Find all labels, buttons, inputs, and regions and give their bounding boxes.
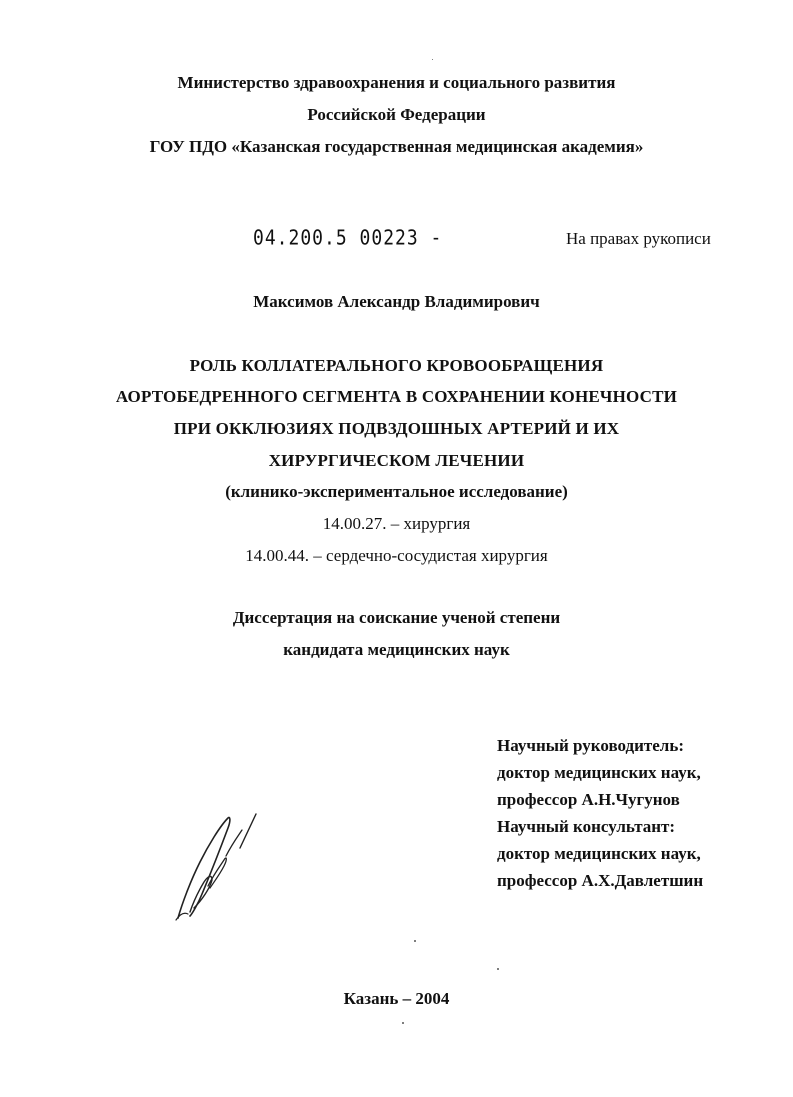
title-line-2: АОРТОБЕДРЕННОГО СЕГМЕНТА В СОХРАНЕНИИ КОНЕЧНОСТИ bbox=[115, 387, 678, 406]
advisor-line: Научный руководитель: bbox=[497, 736, 684, 755]
specialty-cardiovascular: 14.00.44. – сердечно-сосудистая хирургия bbox=[245, 546, 548, 565]
paper-speck bbox=[432, 59, 433, 60]
title-line-4: ХИРУРГИЧЕСКОМ ЛЕЧЕНИИ bbox=[268, 451, 525, 470]
advisor-line: доктор медицинских наук, bbox=[497, 844, 701, 863]
title-line-3: ПРИ ОККЛЮЗИЯХ ПОДВЗДОШНЫХ АРТЕРИЙ И ИХ bbox=[173, 419, 620, 438]
advisors-block bbox=[497, 736, 703, 898]
title-subtitle: (клинико-экспериментальное исследование) bbox=[225, 482, 568, 501]
paper-speck bbox=[497, 968, 499, 970]
registration-stamp: 04.200.5 00223 - bbox=[253, 226, 443, 251]
degree-line-2: кандидата медицинских наук bbox=[283, 640, 510, 659]
ministry-heading: Министерство здравоохранения и социального развития bbox=[177, 73, 616, 92]
specialty-surgery: 14.00.27. – хирургия bbox=[322, 514, 471, 533]
federation-heading: Российской Федерации bbox=[307, 105, 486, 124]
paper-speck bbox=[414, 940, 416, 942]
author-name: Максимов Александр Владимирович bbox=[253, 292, 540, 311]
advisor-line: профессор А.Н.Чугунов bbox=[497, 790, 680, 809]
degree-line-1: Диссертация на соискание ученой степени bbox=[232, 608, 561, 627]
handwritten-signature bbox=[168, 808, 268, 928]
city-year: Казань – 2004 bbox=[343, 989, 450, 1008]
advisor-line: профессор А.Х.Давлетшин bbox=[497, 871, 704, 890]
advisor-line: Научный консультант: bbox=[497, 817, 676, 836]
rights-note: На правах рукописи bbox=[566, 229, 711, 248]
advisor-line: доктор медицинских наук, bbox=[497, 763, 701, 782]
paper-speck bbox=[402, 1022, 404, 1024]
title-line-1: РОЛЬ КОЛЛАТЕРАЛЬНОГО КРОВООБРАЩЕНИЯ bbox=[189, 356, 604, 375]
academy-heading: ГОУ ПДО «Казанская государственная медицинская академия» bbox=[149, 137, 644, 156]
